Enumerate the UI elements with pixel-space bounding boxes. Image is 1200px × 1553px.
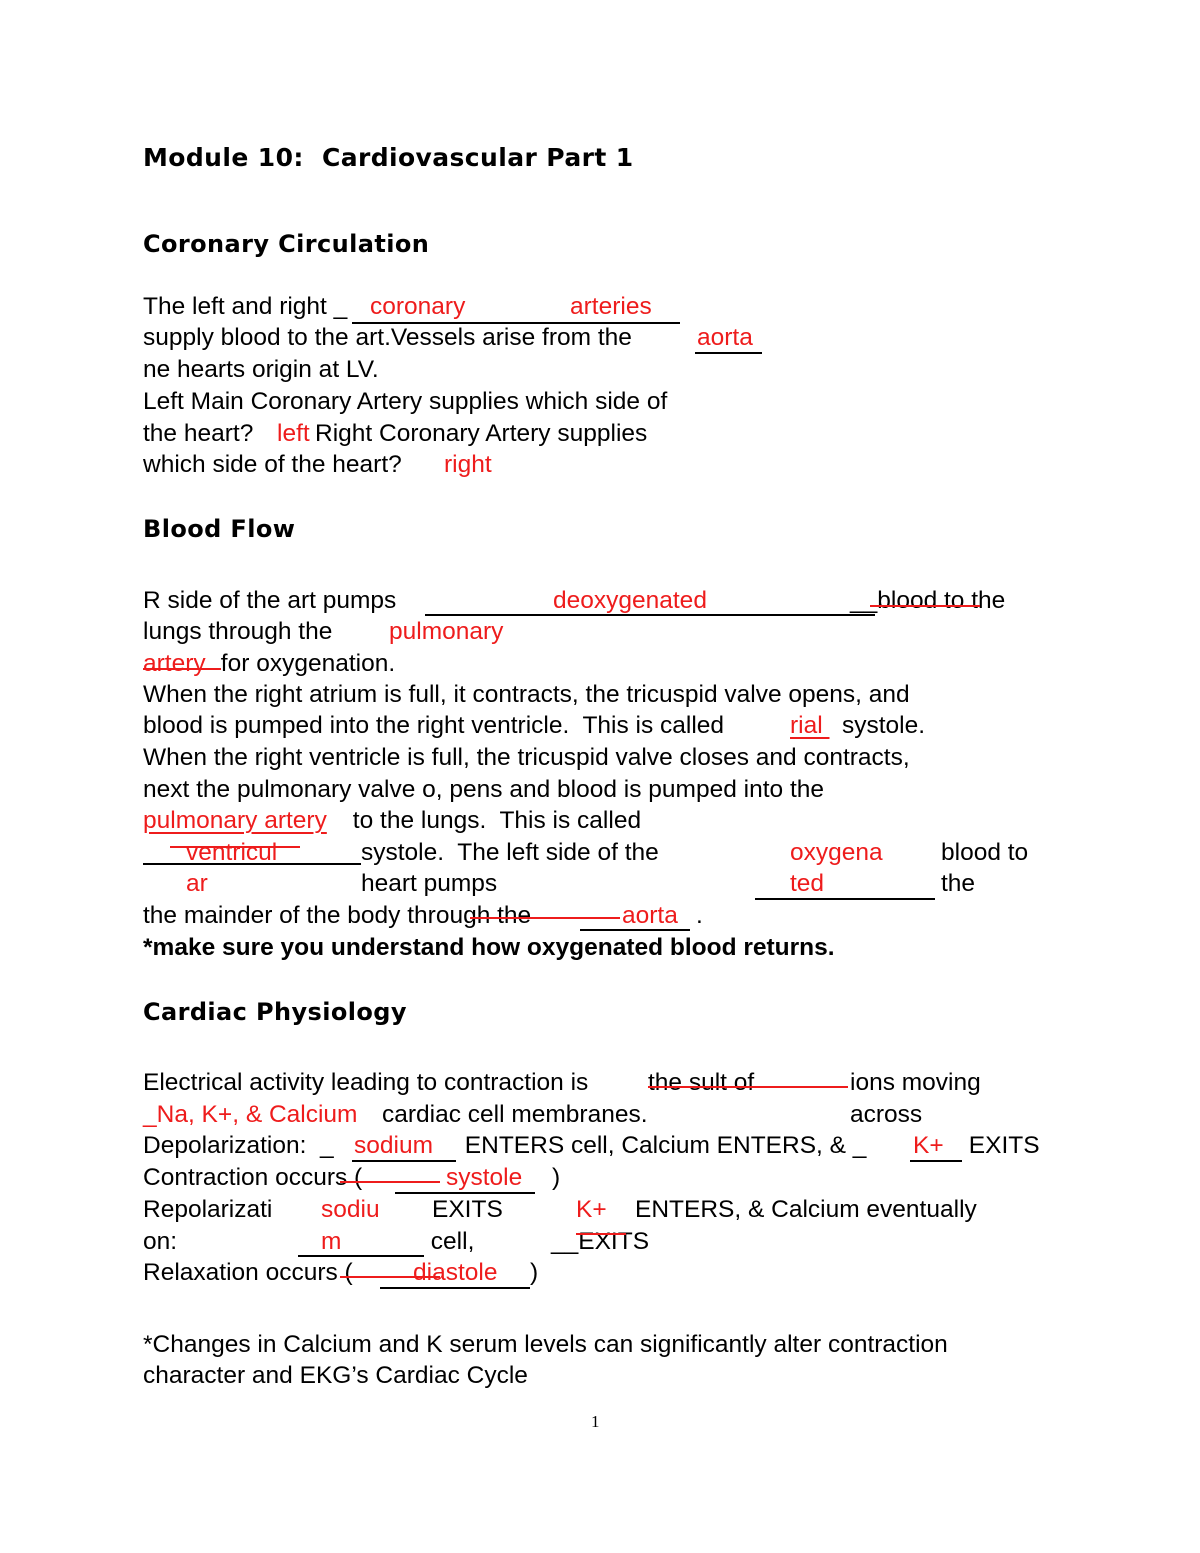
answer-arteries: arteries <box>570 293 652 320</box>
text-line: Right Coronary Artery supplies <box>315 420 648 447</box>
strike-line <box>340 1181 440 1183</box>
answer-diastole: diastole <box>413 1259 498 1286</box>
text-line: which side of the heart? <box>143 451 416 478</box>
answer-rial: rial <box>790 712 830 739</box>
strike-line <box>576 1233 626 1235</box>
text-line: Repolarizati <box>143 1196 273 1223</box>
text-line: ) <box>530 1259 539 1286</box>
blank-underline <box>755 898 935 900</box>
text-line: blood is pumped into the right ventricle. This is called <box>143 712 731 739</box>
strike-line <box>470 917 620 919</box>
text-line: the mainder of the body through the <box>143 902 532 929</box>
text-line: for oxygenation. <box>214 650 396 677</box>
text-line: __blood to the <box>850 587 1006 614</box>
text-line: ) <box>552 1164 561 1191</box>
strike-line <box>648 1086 848 1088</box>
blank-underline <box>910 1160 962 1162</box>
answer-sodium: sodium <box>354 1132 433 1159</box>
text-line: The left and right _ <box>143 293 348 320</box>
blank-underline <box>298 1255 424 1257</box>
text-line: Depolarization: _ <box>143 1132 334 1159</box>
answer-oxygena: oxygena <box>790 839 883 866</box>
text-line: Left Main Coronary Artery supplies which side of <box>143 388 668 415</box>
text-line: When the right atrium is full, it contracts, the tricuspid valve opens, and <box>143 681 910 708</box>
answer-ventricul: ventricul <box>186 839 278 866</box>
text-line: R side of the art pumps <box>143 587 397 614</box>
text-line: ENTERS, & Calcium eventually <box>635 1196 977 1223</box>
answer-k-plus: K+ <box>913 1132 944 1159</box>
answer-coronary: coronary <box>370 293 466 320</box>
text-line: *Changes in Calcium and K serum levels can significantly alter contraction <box>143 1331 948 1358</box>
note-bold: *make sure you understand how oxygenated blood returns. <box>143 934 835 961</box>
answer-ted: ted <box>790 870 825 897</box>
text-line: lungs through the <box>143 618 333 645</box>
text-line: across <box>850 1101 923 1128</box>
text-line: the <box>941 870 976 897</box>
page-number: 1 <box>591 1412 600 1431</box>
text-line: When the right ventricle is full, the tricuspid valve closes and contracts, <box>143 744 910 771</box>
text-line: character and EKG’s Cardiac Cycle <box>143 1362 528 1389</box>
blank-underline <box>695 352 762 354</box>
text-line: . <box>696 902 703 929</box>
answer-k-plus-2: K+ <box>576 1196 607 1223</box>
answer-systole: systole <box>446 1164 523 1191</box>
text-line: on: <box>143 1228 178 1255</box>
text-line: next the pulmonary valve o, pens and blood is pumped into the <box>143 776 824 803</box>
answer-left: left <box>277 420 310 447</box>
text-line: systole. The left side of the <box>361 839 659 866</box>
strike-line <box>870 605 980 607</box>
text-line: EXITS <box>962 1132 1040 1159</box>
text-line: ions moving <box>850 1069 981 1096</box>
text-line: supply blood to the art.Vessels arise from the <box>143 324 639 351</box>
answer-sodiu: sodiu <box>321 1196 380 1223</box>
text-line: heart pumps <box>361 870 498 897</box>
text-line: ne hearts origin at LV. <box>143 356 379 383</box>
strike-line <box>143 668 221 670</box>
text-line: Electrical activity leading to contraction is <box>143 1069 596 1096</box>
page-title: Module 10: Cardiovascular Part 1 <box>143 143 634 172</box>
text-line: Relaxation occurs ( <box>143 1259 353 1286</box>
text-line: __EXITS <box>551 1228 650 1255</box>
answer-m: m <box>321 1228 342 1255</box>
text-line: ENTERS cell, Calcium ENTERS, & _ <box>458 1132 867 1159</box>
text-line: cell, <box>424 1228 475 1255</box>
answer-aorta: aorta <box>697 324 753 351</box>
answer-pulmonary: pulmonary <box>389 618 504 645</box>
answer-ar: ar <box>186 870 208 897</box>
answer-pulmonary-artery: pulmonary artery <box>143 807 327 834</box>
section-heading-blood-flow: Blood Flow <box>143 515 296 543</box>
answer-artery: artery <box>143 650 213 677</box>
answer-ions: _Na, K+, & Calcium <box>143 1101 358 1128</box>
text-line: systole. <box>842 712 926 739</box>
text-line: Contraction occurs ( <box>143 1164 363 1191</box>
text-line: the heart? <box>143 420 267 447</box>
answer-aorta-2: aorta <box>622 902 678 929</box>
answer-right: right <box>444 451 492 478</box>
section-heading-coronary: Coronary Circulation <box>143 230 430 258</box>
text-line: blood to <box>941 839 1029 866</box>
section-heading-physiology: Cardiac Physiology <box>143 998 407 1026</box>
text-line: cardiac cell membranes. <box>382 1101 648 1128</box>
answer-deoxygenated: deoxygenated <box>553 587 707 614</box>
blank-underline <box>352 1160 456 1162</box>
text-line: EXITS <box>432 1196 503 1223</box>
text-line: the sult of <box>648 1069 755 1096</box>
blank-underline <box>580 929 690 931</box>
text-line: to the lungs. This is called <box>346 807 642 834</box>
